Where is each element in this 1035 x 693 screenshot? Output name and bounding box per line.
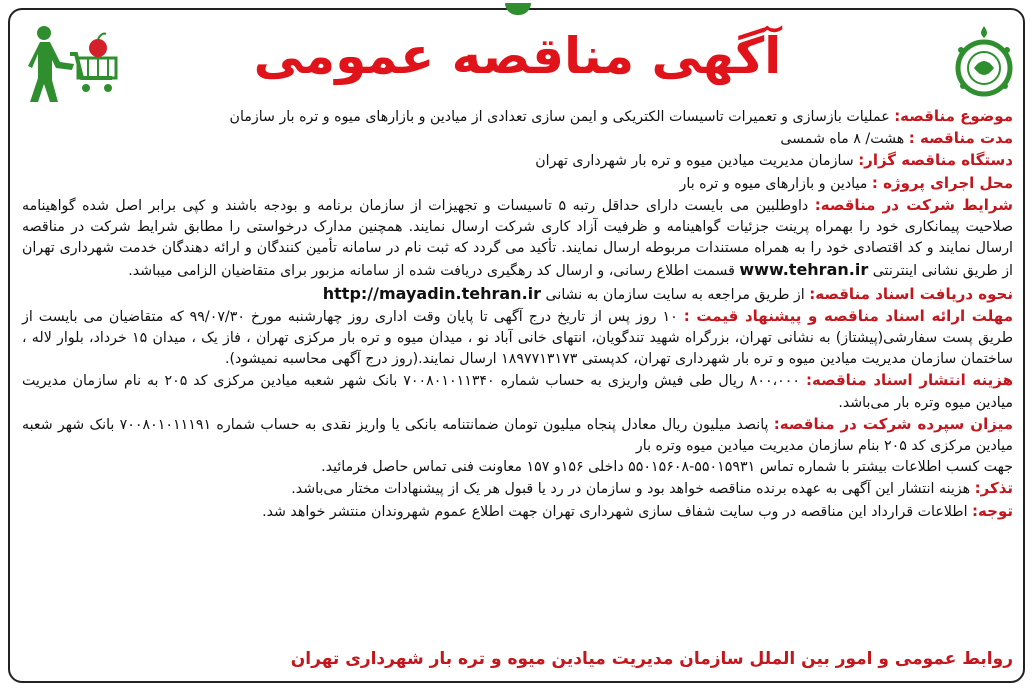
contact-text: جهت کسب اطلاعات بیشتر با شماره تماس ۵۵۰۱۵۹۳۱-۵۵۰۱۵۶۰۸ داخلی ۱۵۶و ۱۵۷ معاونت فنی تماس حاصل فرمائید. (321, 459, 1013, 476)
note-label: توجه: (972, 501, 1013, 520)
receive-docs-label: نحوه دریافت اسناد مناقصه: (809, 284, 1013, 303)
location-label: محل اجرای پروژه : (871, 173, 1013, 192)
receive-docs-text: از طریق مراجعه به سایت سازمان به نشانی (545, 286, 805, 303)
subject-row (22, 106, 1013, 128)
deadline-label: مهلت ارائه اسناد مناقصه و پیشنهاد قیمت : (683, 306, 1013, 325)
deadline-text: ۱۰ روز پس از تاریخ درج آگهی تا پایان وقت اداری روز چهارشنبه مورخ ۹۹/۰۷/۳۰ که متقاضیان می بایست از طریق پست سفارشی(پیشتاز) به نشانی تهران، بزرگراه شهید تندگویان، انتهای خانی آباد نو ، میدان میوه و تره بار مرکزی تهران ، فاز یک ، میدان ۱۵ خرداد، بلوار لاله ، ساختمان سازمان مدیریت میادین میوه و تره بار شهرداری تهران، کدپستی ۱۸۹۷۷۱۳۱۷۳ ارسال نمایند.(روز درج آگهی محاسبه نمیشود). (22, 308, 1013, 368)
location-row (22, 173, 1013, 195)
duration-text: هشت/ ۸ ماه شمسی (780, 131, 905, 148)
note-row (22, 501, 1013, 523)
organizer-text: سازمان مدیریت میادین میوه و تره بار شهرداری تهران (535, 153, 854, 170)
deposit-row (22, 414, 1013, 457)
ad-footer: روابط عمومی و امور بین الملل سازمان مدیریت میادین میوه و تره بار شهرداری تهران (290, 649, 1013, 669)
organizer-label: دستگاه مناقصه گزار: (858, 151, 1013, 170)
conditions-row (22, 195, 1013, 283)
reminder-text: هزینه انتشار این آگهی به عهده برنده مناقصه خواهد بود و سازمان در رد یا قبول هر یک از پیشنهادات مختار می‌باشد. (291, 481, 971, 498)
receive-docs-row (22, 283, 1013, 306)
conditions-text-2: قسمت اطلاع رسانی، و ارسال کد رهگیری دریافت شده از سامانه مزبور برای متقاضیان الزامی میباشد. (128, 263, 735, 280)
fee-label: هزینه انتشار اسناد مناقصه: (805, 371, 1013, 390)
conditions-label: شرایط شرکت در مناقصه: (814, 195, 1014, 214)
conditions-text-1: داوطلبین می بایست دارای حداقل رتبه ۵ تاسیسات و تجهیزات از سازمان برنامه و بودجه باشند و کپی برابر اصل شده گواهینامه صلاحیت پیمانکاری خود را بهمراه پرینت جزئیات گواهینامه و ظرفیت آزاد کاری شرکت ارسال نمایند. همچنین مدارک درخواستی را مطابق شرایط شرکت در مناقصه ارسال نمایند و کد اقتصادی خود را به همراه مستندات مربوطه ارسال نمایند. تأکید می گردد که ثبت نام در سامانه تأمین کنندگان و ارائه دهندگان خدمت شهرداری تهران از طریق نشانی اینترنتی (22, 197, 1013, 280)
duration-label: مدت مناقصه : (908, 129, 1013, 148)
mayadin-url-link[interactable]: http://mayadin.tehran.ir (322, 283, 542, 303)
organizer-row (22, 150, 1013, 172)
contact-row (22, 457, 1013, 478)
deadline-row (22, 306, 1013, 371)
note-text: اطلاعات قرارداد این مناقصه در وب سایت شفاف سازی شهرداری تهران جهت اطلاع عموم شهروندان منتشر خواهد شد. (262, 503, 968, 520)
deposit-label: میزان سپرده شرکت در مناقصه: (773, 414, 1013, 433)
deposit-text: پانصد میلیون ریال معادل پنجاه میلیون تومان ضمانتنامه بانکی یا واریز نقدی به حساب شماره ۷۰۰۸۰۱۰۱۱۱۹۱ بانک شهر شعبه میادین مرکزی کد ۲۰۵ بنام سازمان مدیریت میادین میوه وتره بار (22, 416, 1013, 455)
ad-title: آگهی مناقصه عمومی (253, 27, 782, 85)
subject-label: موضوع مناقصه: (894, 107, 1013, 125)
location-text: میادین و بازارهای میوه و تره بار (679, 175, 868, 192)
duration-row (22, 128, 1013, 150)
subject-text: عملیات بازسازی و تعمیرات تاسیسات الکتریکی و ایمن سازی تعدادی از میادین و بازارهای میوه و تره بار سازمان (229, 109, 890, 125)
ad-body (22, 106, 1013, 523)
reminder-label: تذکر: (974, 479, 1013, 498)
tehran-url-link[interactable]: www.tehran.ir (739, 260, 869, 280)
reminder-row (22, 478, 1013, 500)
fee-row (22, 370, 1013, 413)
fee-text: ۸۰۰،۰۰۰ ریال طی فیش واریزی به حساب شماره ۷۰۰۸۰۱۰۱۱۳۴۰ بانک شهر شعبه میادین مرکزی کد ۲۰۵ به نام سازمان مدیریت میادین میوه وتره بار می‌باشد. (22, 373, 1013, 411)
